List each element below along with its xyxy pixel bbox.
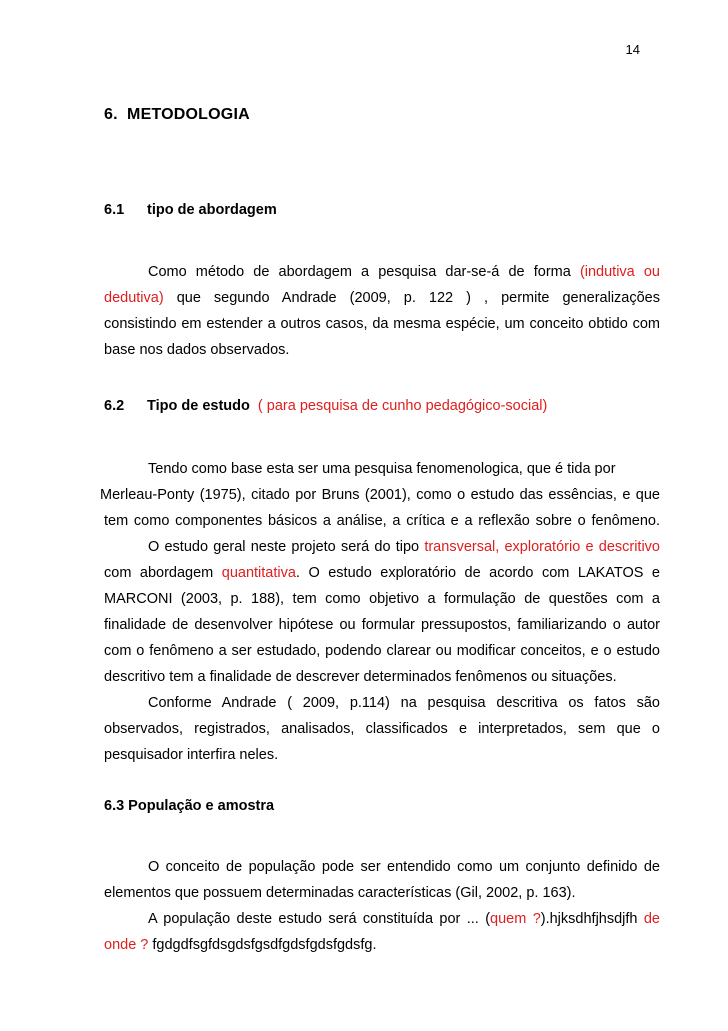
- chapter-title: METODOLOGIA: [127, 106, 250, 123]
- highlight-text: dedutiva): [104, 290, 164, 306]
- chapter-heading: [104, 106, 250, 124]
- text-line: base nos dados observados.: [104, 342, 290, 358]
- chapter-number: 6.: [104, 106, 118, 123]
- text-line: O conceito de população pode ser entendido como um conjunto definido de: [148, 859, 660, 875]
- text-line: observados, registrados, analisados, classificados e interpretados, sem que o: [104, 721, 660, 737]
- section-6-2-paragraph: [100, 456, 660, 768]
- text-line: com o fenômeno a ser estudado, podendo clarear ou modificar conceitos, e o estudo: [104, 643, 660, 659]
- text-run: ).hjksdhfjhsdjfh: [540, 911, 644, 927]
- text-run: Como método de abordagem a pesquisa dar-se-á de forma: [148, 264, 580, 280]
- text-line: [104, 534, 660, 560]
- text-line: tem como componentes básicos a análise, a crítica e a reflexão sobre o fenômeno.: [104, 513, 660, 529]
- text-line: consistindo em estender a outros casos, da mesma espécie, um conceito obtido com: [104, 316, 660, 332]
- section-6-1-paragraph: [104, 259, 660, 363]
- section-number: 6.2: [104, 398, 125, 414]
- page-number: 14: [625, 42, 640, 57]
- section-6-1-heading: [104, 202, 277, 218]
- text-line: Tendo como base esta ser uma pesquisa fenomenologica, que é tida por: [148, 461, 616, 477]
- highlight-text: quem ?: [490, 911, 541, 927]
- text-line: elementos que possuem determinadas características (Gil, 2002, p. 163).: [104, 885, 576, 901]
- section-title: Tipo de estudo: [147, 398, 250, 414]
- text-line: [104, 560, 660, 586]
- text-line: descritivo tem a finalidade de descrever determinados fenômenos ou situações.: [104, 669, 617, 685]
- highlight-text: onde ?: [104, 937, 149, 953]
- section-6-3-heading: 6.3 População e amostra: [104, 798, 275, 814]
- text-line: [104, 932, 660, 958]
- section-6-2-heading: [104, 398, 547, 414]
- section-note: ( para pesquisa de cunho pedagógico-social): [257, 398, 548, 414]
- text-line: [104, 259, 660, 285]
- text-line: [104, 906, 660, 932]
- text-line: MARCONI (2003, p. 188), tem como objetivo a formulação de questões com a: [104, 591, 660, 607]
- text-run: . O estudo exploratório de acordo com LAKATOS e: [295, 565, 660, 581]
- text-run: A população deste estudo será constituída por ... (: [148, 911, 491, 927]
- highlight-text: transversal, exploratório e descritivo: [424, 539, 660, 555]
- highlight-text: (indutiva ou: [579, 264, 660, 280]
- section-6-3-paragraph: [104, 854, 660, 958]
- text-run: que segundo Andrade (2009, p. 122 ) , permite generalizações: [163, 290, 660, 306]
- section-title: tipo de abordagem: [147, 202, 277, 218]
- highlight-text: de: [643, 911, 660, 927]
- text-line: [104, 285, 660, 311]
- text-line: finalidade de desenvolver hipótese ou formular pressupostos, familiarizando o autor: [104, 617, 660, 633]
- text-line: Merleau-Ponty (1975), citado por Bruns (2001), como o estudo das essências, e que: [100, 487, 660, 503]
- text-line: pesquisador interfira neles.: [104, 747, 279, 763]
- text-run: com abordagem: [104, 565, 222, 581]
- text-run: fgdgdfsgfdsgdsfgsdfgdsfgdsfgdsfg.: [148, 937, 377, 953]
- text-line: Conforme Andrade ( 2009, p.114) na pesquisa descritiva os fatos são: [148, 695, 660, 711]
- text-run: O estudo geral neste projeto será do tipo: [148, 539, 425, 555]
- section-number: 6.1: [104, 202, 125, 218]
- highlight-text: quantitativa: [221, 565, 296, 581]
